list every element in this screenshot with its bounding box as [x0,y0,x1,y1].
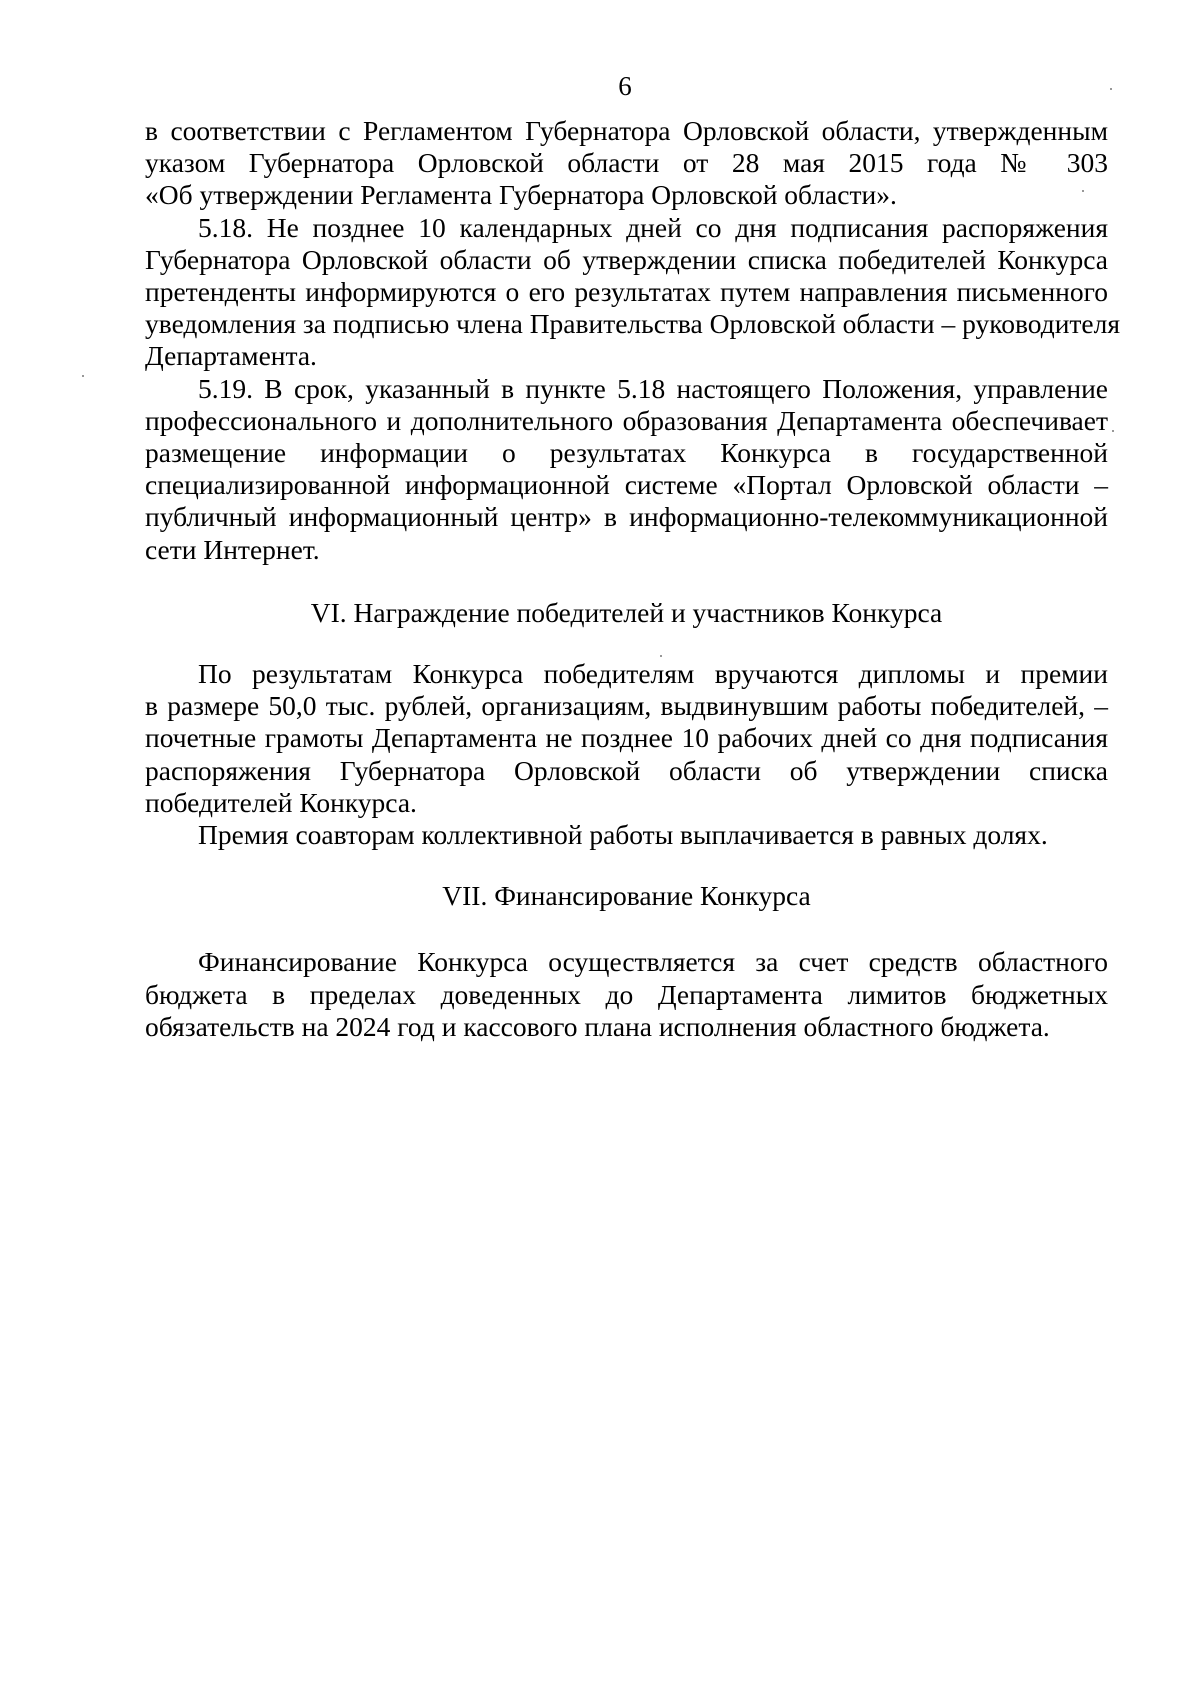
text-line: специализированной информационной системе «Портал Орловской области – [145,469,1108,501]
scan-speck [660,655,662,657]
text-line: 5.19. В срок, указанный в пункте 5.18 настоящего Положения, управление [198,372,1108,404]
text-line: 5.18. Не позднее 10 календарных дней со дня подписания распоряжения [198,211,1108,243]
text-line: профессионального и дополнительного образования Департамента обеспечивает [145,404,1108,436]
text-line: Финансирование Конкурса осуществляется за счет средств областного [198,946,1108,978]
text-line: сети Интернет. [145,533,320,565]
scan-speck [1112,430,1114,432]
text-line: распоряжения Губернатора Орловской области об утверждении списка [145,754,1108,786]
section-6-paragraph-2 [145,819,1108,851]
text-line: публичный информационный центр» в информационно-телекоммуникационной [145,501,1108,533]
text-line: Департамента. [145,340,317,372]
intro-paragraph [145,115,1108,212]
text-line: размещение информации о результатах Конкурса в государственной [145,437,1108,469]
section-7-paragraph [145,946,1108,1043]
text-line: в соответствии с Регламентом Губернатора Орловской области, утвержденным [145,115,1108,146]
text-line: Премия соавторам коллективной работы выплачивается в равных долях. [198,819,1048,851]
text-line: указом Губернатора Орловской области от 28 мая 2015 года № 303 [145,147,1108,179]
scan-speck [1082,190,1084,192]
text-line: уведомления за подписью члена Правительства Орловской области – руководителя [145,308,1121,340]
page-number: 6 [618,71,632,101]
text-line: почетные грамоты Департамента не позднее 10 рабочих дней со дня подписания [145,722,1108,754]
section-heading-6: VI. Награждение победителей и участников Конкурса [310,596,943,628]
clause-5-18 [145,211,1121,373]
spacer [145,629,1108,658]
spacer [145,912,1108,946]
text-line: Губернатора Орловской области об утверждении списка победителей Конкурса [145,243,1108,275]
spacer [145,566,1108,597]
scan-speck [1110,88,1112,90]
text-line: претенденты информируются о его результатах путем направления письменного [145,276,1108,308]
text-line: победителей Конкурса. [145,786,417,818]
clause-5-19 [145,373,1108,566]
section-6-paragraph-1 [145,658,1108,819]
text-line: в размере 50,0 тыс. рублей, организациям, выдвинувшим работы победителей, – [145,690,1108,722]
spacer [145,851,1108,880]
text-line: бюджета в пределах доведенных до Департамента лимитов бюджетных [145,978,1108,1010]
document-body [145,115,1121,1043]
text-line: По результатам Конкурса победителям вручаются дипломы и премии [198,658,1108,690]
text-line: обязательств на 2024 год и кассового плана исполнения областного бюджета. [145,1010,1050,1042]
scan-speck [82,375,84,377]
section-heading-7: VII. Финансирование Конкурса [442,880,811,912]
text-line: «Об утверждении Регламента Губернатора Орловской области». [145,179,897,211]
